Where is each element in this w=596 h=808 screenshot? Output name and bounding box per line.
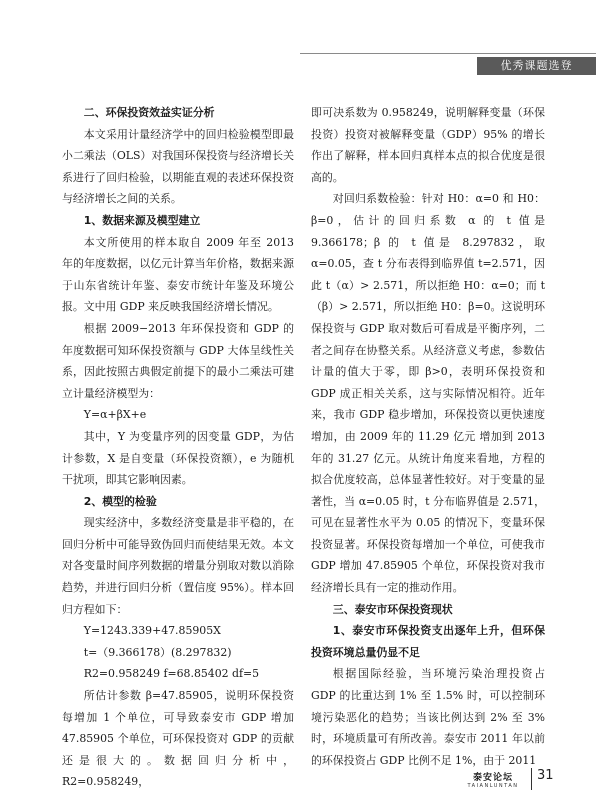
section-heading: 三、泰安市环保投资现状 xyxy=(332,602,453,616)
logo-text-en: TAIANLUNTAN xyxy=(467,783,519,789)
paragraph: 现实经济中，多数经济变量是非平稳的，在回归分析中可能导致伪回归而使结果无效。本文对各变量时间序列数据的增量分别取对数以消除趋势，并进行回归分析（置信度 95%）。样本回归方程如下： xyxy=(62,516,294,616)
paragraph: 所估计参数 β=47.85905，说明环保投资每增加 1 个单位，可导致泰安市 GDP 增加 47.85905 个单位，可环保投资对 GDP 的贡献还是很大的。数据回归分析中，R2=0.958249， xyxy=(62,689,294,789)
footer-divider xyxy=(531,768,532,790)
section-heading: 二、环保投资效益实证分析 xyxy=(83,106,215,119)
header-rule xyxy=(300,53,596,54)
formula: Y=1243.339+47.85905X xyxy=(83,624,221,638)
paragraph: 其中，Y 为变量序列的因变量 GDP，为估计参数，X 是自变量（环保投资额），e 为随机干扰项，即其它影响因素。 xyxy=(62,429,294,487)
paragraph: 对回归系数检验：针对 H0：α=0 和 H0：β=0，估计的回归系数 α 的 t 值是 9.366178；β 的 t 值是 8.297832，取 α=0.05，查 t 分布表得到临界值 t=2.571，因此 t（α）> 2.571，所以拒绝 H0：α=0；而 t（β）> 2.571，所以拒绝 H0：β=0。这说明环保投资与 GDP 取对数后可看成是平衡序列，二者之间存在协整关系。从经济意义考虑，参数估计量的值大于零，即 β>0，表明环保投资和 GDP 成正相关关系，这与实际情况相符。近年来，我市 GDP 稳步增加，环保投资以更快速度增加，由 2009 年的 11.29 亿元 增加到 2013 年的 31.27 亿元。从统计角度来看地，方程的拟合优度较高，总体显著性较好。对于变量的显著性，当 α=0.05 时，t 分布临界值是 2.571，可见在显著性水平为 0.05 的情况下，变量环保投资显著。环保投资每增加一个单位，可使我市 GDP 增加 47.85905 个单位，环保投资对我市经济增长具有一定的推动作用。 xyxy=(311,192,545,595)
page-number: 31 xyxy=(537,768,554,783)
right-column xyxy=(311,102,545,771)
formula: R2=0.958249 f=68.85402 df=5 xyxy=(83,667,260,681)
paragraph: 根据 2009−2013 年环保投资和 GDP 的年度数据可知环保投资额与 GDP 大体呈线性关系，因此按照古典假定前提下的最小二乘法可建立计量经济模型为： xyxy=(62,321,294,400)
formula: Y=α+βX+e xyxy=(83,408,147,422)
formula: t=（9.366178）(8.297832) xyxy=(83,645,232,659)
column-tag: 优秀课题选登 xyxy=(477,57,596,75)
left-column xyxy=(62,102,294,793)
subsection-heading: 2、模型的检验 xyxy=(83,494,157,508)
paragraph: 本文所使用的样本取自 2009 年至 2013 年的年度数据，以亿元计算当年价格，数据来源于山东省统计年鉴、泰安市统计年鉴及环境公报。文中用 GDP 来反映我国经济增长情况。 xyxy=(62,235,294,314)
subsection-heading: 1、数据来源及模型建立 xyxy=(83,213,201,227)
journal-logo xyxy=(459,770,527,789)
logo-text-cn: 泰安论坛 xyxy=(472,773,513,783)
paragraph: 即可决系数为 0.958249，说明解释变量（环保投资）投资对被解释变量（GDP）95% 的增长作出了解释，样本回归真样本点的拟合优度是很高的。 xyxy=(311,106,545,184)
subsection-heading: 1、泰安市环保投资支出逐年上升，但环保投资环境总量仍显不足 xyxy=(311,624,545,659)
paragraph: 本文采用计量经济学中的回归检验模型即最小二乘法（OLS）对我国环保投资与经济增长关系进行了回归检验，以期能直观的表述环保投资与经济增长之间的关系。 xyxy=(62,127,294,206)
paragraph: 根据国际经验，当环境污染治理投资占 GDP 的比重达到 1% 至 1.5% 时，可以控制环境污染恶化的趋势；当该比例达到 2% 至 3% 时，环境质量可有所改善。泰安市 2011 年以前的环保投资占 GDP 比例不足 1%，由于 2011 xyxy=(311,667,545,767)
